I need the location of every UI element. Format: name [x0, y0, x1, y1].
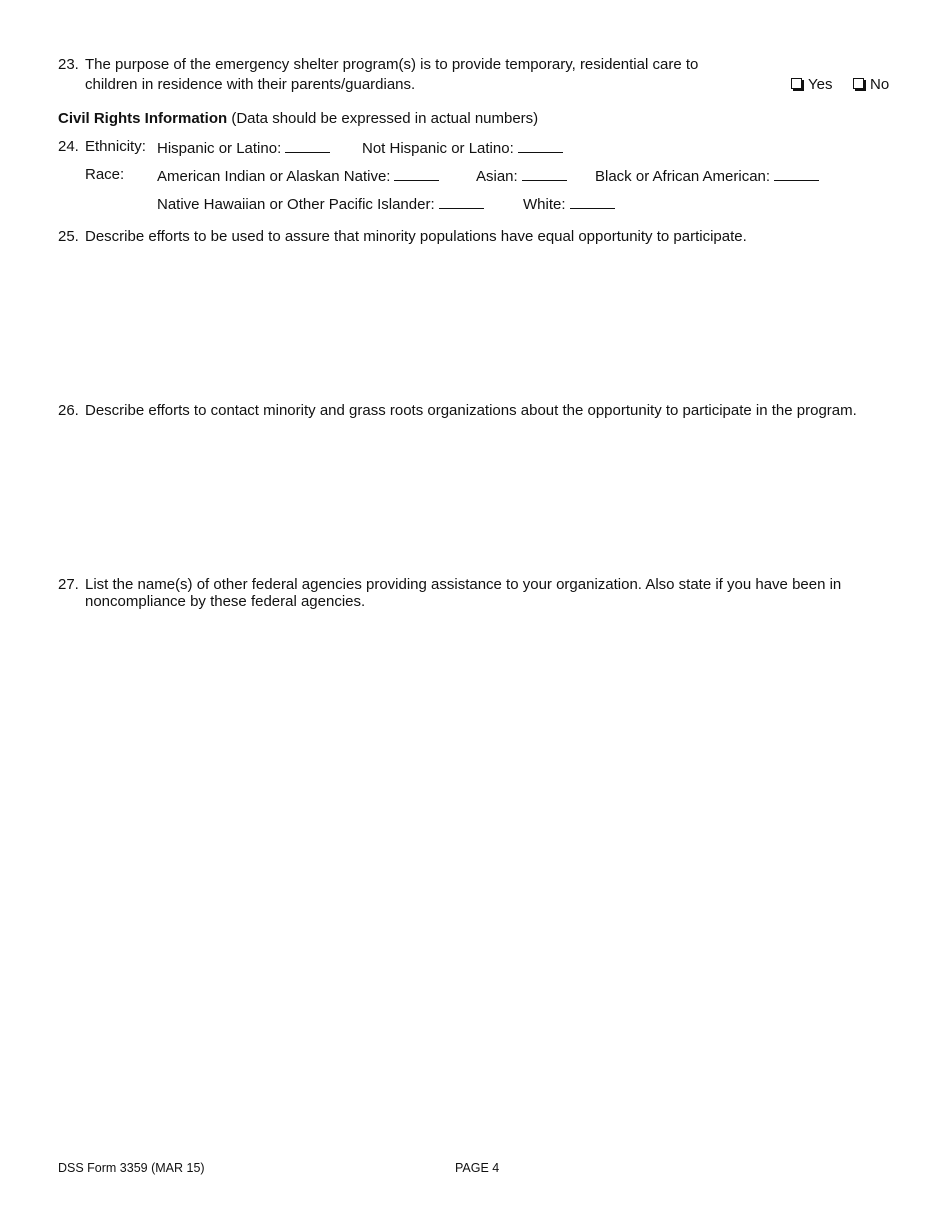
- civil-rights-heading: [58, 110, 538, 127]
- question-25-answer-area[interactable]: [58, 252, 892, 392]
- asian-label: Asian:: [476, 168, 518, 185]
- hispanic-blank[interactable]: [285, 138, 330, 153]
- question-25-text: Describe efforts to be used to assure that minority populations have equal opportunity to participate.: [85, 228, 747, 245]
- white-field: [523, 194, 615, 213]
- not-hispanic-label: Not Hispanic or Latino:: [362, 140, 514, 157]
- no-checkbox[interactable]: [853, 76, 889, 93]
- question-26-answer-area[interactable]: [58, 426, 892, 566]
- hispanic-label: Hispanic or Latino:: [157, 140, 282, 157]
- checkbox-icon: [853, 78, 864, 89]
- question-26-number: 26.: [58, 402, 79, 419]
- question-27-text-line1: List the name(s) of other federal agencies providing assistance to your organization. Also state if you have been in: [85, 576, 842, 593]
- yes-checkbox[interactable]: [791, 76, 832, 93]
- question-27-number: 27.: [58, 576, 79, 593]
- american-indian-field: [157, 166, 439, 185]
- not-hispanic-field: [362, 138, 563, 157]
- ethnicity-label: Ethnicity:: [85, 138, 146, 155]
- american-indian-label: American Indian or Alaskan Native:: [157, 168, 391, 185]
- hispanic-field: [157, 138, 330, 157]
- checkbox-icon: [791, 78, 802, 89]
- race-label: Race:: [85, 166, 125, 183]
- hawaiian-blank[interactable]: [439, 194, 484, 209]
- question-27-answer-area[interactable]: [58, 618, 892, 1138]
- no-label: No: [870, 76, 890, 93]
- question-24-number: 24.: [58, 138, 79, 155]
- question-26-text: Describe efforts to contact minority and grass roots organizations about the opportunity to participate in the program.: [85, 402, 857, 419]
- not-hispanic-blank[interactable]: [518, 138, 563, 153]
- black-label: Black or African American:: [595, 168, 771, 185]
- white-blank[interactable]: [570, 194, 615, 209]
- question-23-text-line1: The purpose of the emergency shelter program(s) is to provide temporary, residential care to: [85, 56, 699, 73]
- hawaiian-label: Native Hawaiian or Other Pacific Islander:: [157, 196, 435, 213]
- black-field: [595, 166, 819, 185]
- asian-field: [476, 166, 567, 185]
- form-id: DSS Form 3359 (MAR 15): [58, 1161, 205, 1175]
- american-indian-blank[interactable]: [394, 166, 439, 181]
- yes-label: Yes: [808, 76, 833, 93]
- question-27-text-line2: noncompliance by these federal agencies.: [85, 593, 366, 610]
- question-23-text-line2: children in residence with their parents/guardians.: [85, 76, 416, 93]
- question-23-number: 23.: [58, 56, 79, 73]
- civil-rights-title: Civil Rights Information: [58, 110, 228, 127]
- asian-blank[interactable]: [522, 166, 567, 181]
- civil-rights-note: (Data should be expressed in actual numbers): [231, 110, 539, 127]
- white-label: White:: [523, 196, 566, 213]
- question-25-number: 25.: [58, 228, 79, 245]
- hawaiian-field: [157, 194, 484, 213]
- page-number: PAGE 4: [455, 1161, 500, 1175]
- black-blank[interactable]: [774, 166, 819, 181]
